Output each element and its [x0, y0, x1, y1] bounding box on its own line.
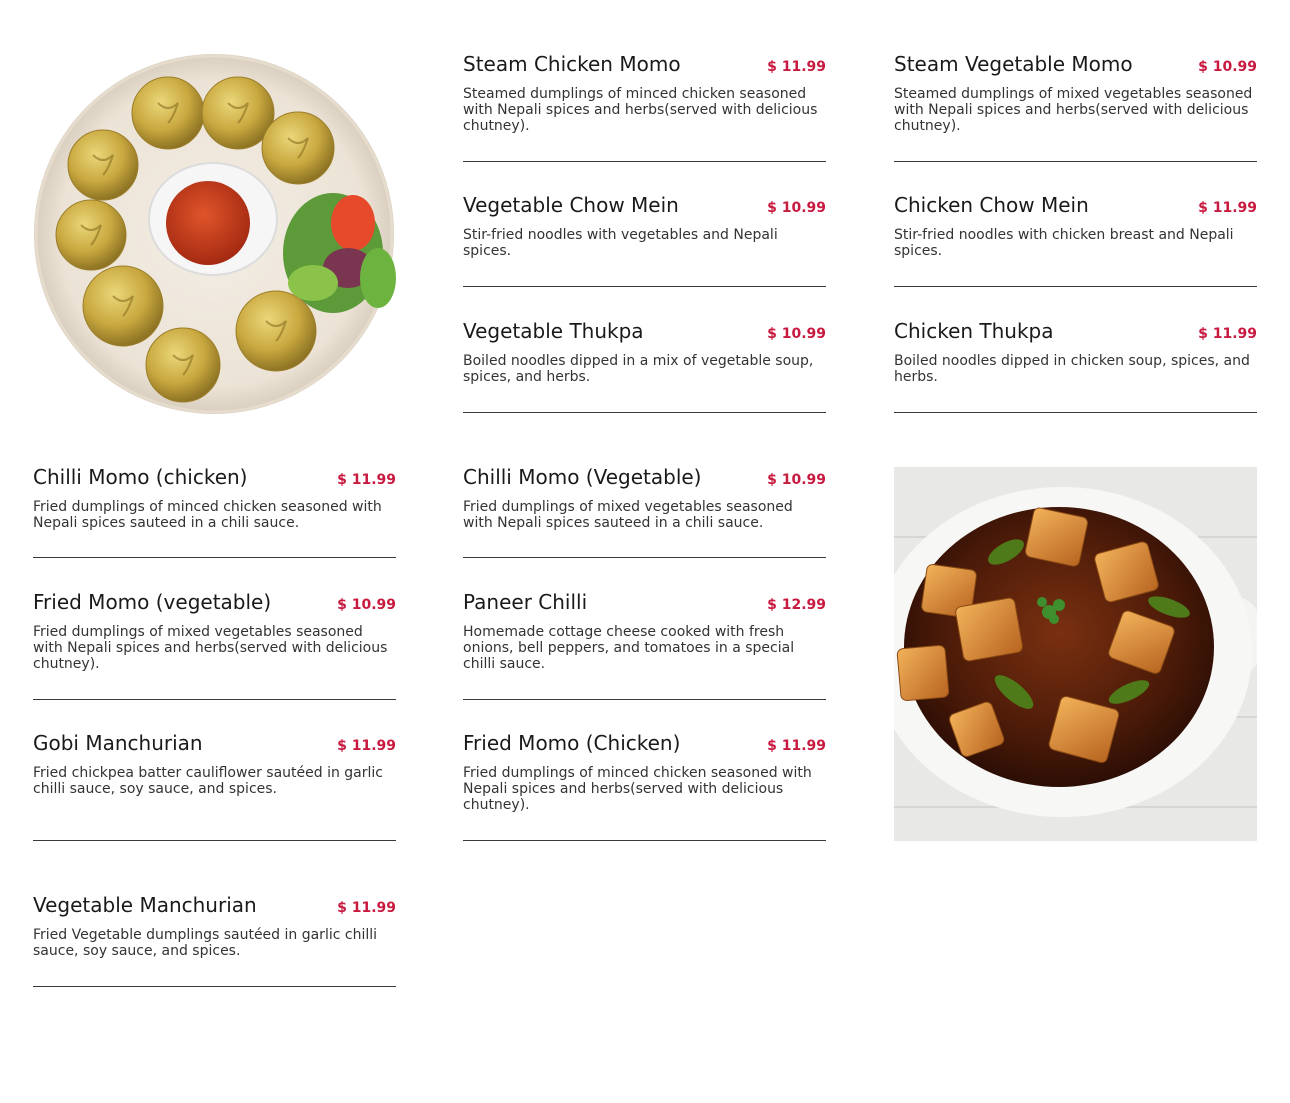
menu-item-price: $ 10.99: [337, 597, 396, 613]
menu-item-price: $ 10.99: [767, 326, 826, 342]
menu-item-name: Fried Momo (Chicken): [463, 731, 681, 755]
menu-item-name: Steam Chicken Momo: [463, 52, 681, 76]
menu-item-price: $ 11.99: [337, 472, 396, 488]
menu-item-chicken-thukpa: [894, 319, 1257, 413]
menu-item-description: Fried dumplings of minced chicken seasoned with Nepali spices sauteed in a chili sauce.: [33, 499, 382, 531]
menu-item-name: Chilli Momo (chicken): [33, 465, 248, 489]
chutney-bowl: [149, 163, 277, 275]
menu-item-name: Chicken Chow Mein: [894, 193, 1089, 217]
menu-item-description: Fried chickpea batter cauliflower sautéed in garlic chilli sauce, soy sauce, and spices.: [33, 765, 383, 797]
menu-item-steam-chicken-momo: [463, 52, 826, 162]
menu-item-name: Vegetable Manchurian: [33, 893, 257, 917]
menu-item-description: Steamed dumplings of mixed vegetables seasoned with Nepali spices and herbs(served with delicious chutney).: [894, 86, 1253, 134]
momo-dumplings-plate-image: [33, 53, 396, 415]
menu-item-name: Fried Momo (vegetable): [33, 590, 272, 614]
menu-item-chicken-chow-mein: [894, 193, 1257, 287]
menu-item-vegetable-manchurian: [33, 893, 396, 987]
menu-item-name: Steam Vegetable Momo: [894, 52, 1133, 76]
menu-item-name: Chilli Momo (Vegetable): [463, 465, 702, 489]
menu-item-price: $ 12.99: [767, 597, 826, 613]
menu-item-fried-momo-chicken: [463, 731, 826, 841]
menu-item-chilli-momo-chicken: [33, 465, 396, 558]
menu-item-price: $ 11.99: [337, 738, 396, 754]
menu-item-price: $ 10.99: [767, 472, 826, 488]
menu-item-name: Paneer Chilli: [463, 590, 588, 614]
menu-item-fried-momo-vegetable: [33, 590, 396, 700]
menu-item-steam-vegetable-momo: [894, 52, 1257, 162]
menu-item-description: Steamed dumplings of minced chicken seasoned with Nepali spices and herbs(served with delicious chutney).: [463, 86, 818, 134]
menu-item-price: $ 11.99: [337, 900, 396, 916]
menu-item-description: Fried dumplings of mixed vegetables seasoned with Nepali spices sauteed in a chili sauce.: [463, 499, 793, 531]
menu-item-description: Homemade cottage cheese cooked with fresh onions, bell peppers, and tomatoes in a special chilli sauce.: [463, 624, 795, 672]
menu-item-price: $ 11.99: [767, 59, 826, 75]
menu-item-chilli-momo-vegetable: [463, 465, 826, 558]
menu-item-description: Fried dumplings of mixed vegetables seasoned with Nepali spices and herbs(served with delicious chutney).: [33, 624, 388, 672]
menu-item-description: Fried Vegetable dumplings sautéed in garlic chilli sauce, soy sauce, and spices.: [33, 927, 377, 959]
menu-item-paneer-chilli: [463, 590, 826, 700]
menu-item-price: $ 11.99: [1198, 200, 1257, 216]
menu-item-price: $ 10.99: [1198, 59, 1257, 75]
menu-item-gobi-manchurian: [33, 731, 396, 841]
menu-item-vegetable-chow-mein: [463, 193, 826, 287]
menu-item-price: $ 11.99: [767, 738, 826, 754]
menu-item-vegetable-thukpa: [463, 319, 826, 413]
menu-item-price: $ 11.99: [1198, 326, 1257, 342]
menu-item-description: Boiled noodles dipped in chicken soup, spices, and herbs.: [894, 353, 1250, 385]
menu-item-name: Vegetable Thukpa: [463, 319, 644, 343]
paneer-bowl-illustration: [894, 467, 1257, 841]
momo-plate-illustration: [33, 53, 396, 415]
menu-item-name: Gobi Manchurian: [33, 731, 203, 755]
menu-item-description: Stir-fried noodles with chicken breast and Nepali spices.: [894, 227, 1234, 259]
menu-item-description: Stir-fried noodles with vegetables and Nepali spices.: [463, 227, 778, 259]
menu-item-name: Chicken Thukpa: [894, 319, 1054, 343]
menu-item-name: Vegetable Chow Mein: [463, 193, 679, 217]
paneer-chilli-bowl-image: [894, 467, 1257, 841]
menu-item-price: $ 10.99: [767, 200, 826, 216]
menu-item-description: Fried dumplings of minced chicken seasoned with Nepali spices and herbs(served with delicious chutney).: [463, 765, 812, 813]
menu-item-description: Boiled noodles dipped in a mix of vegetable soup, spices, and herbs.: [463, 353, 814, 385]
